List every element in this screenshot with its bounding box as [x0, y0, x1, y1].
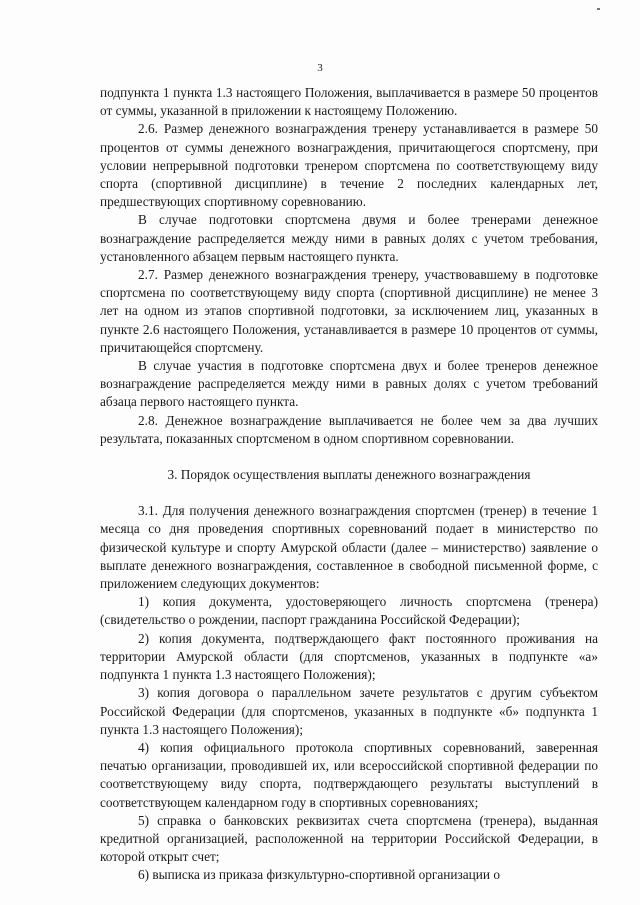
page-number: 3 — [317, 62, 323, 74]
scan-mark — [597, 8, 600, 10]
list-item: 1) копия документа, удостоверяющего личность спортсмена (тренера) (свидетельство о рождении, паспорт гражданина Российской Федерации); — [100, 594, 598, 628]
paragraph: В случае подготовки спортсмена двумя и более тренерами денежное вознаграждение распределяется между ними в равных долях с учетом требования, установленного абзацем первым настоящего пункта. — [100, 212, 598, 264]
paragraph: подпункта 1 пункта 1.3 настоящего Положения, выплачивается в размере 50 процентов от суммы, указанной в приложении к настоящему Положению. — [100, 85, 598, 119]
paragraph: 2.8. Денежное вознаграждение выплачивается не более чем за два лучших результата, показанных спортсменом в одном спортивном соревновании. — [100, 412, 598, 446]
list-item: 2) копия документа, подтверждающего факт постоянного проживания на территории Амурской области (для спортсменов, указанных в подпункте «а» подпункта 1 пункта 1.3 настоящего Положения); — [100, 630, 598, 683]
section-heading: 3. Порядок осуществления выплаты денежного вознаграждения — [167, 467, 531, 483]
paragraph: 3.1. Для получения денежного вознаграждения спортсмен (тренер) в течение 1 месяца со дня проведения спортивных соревнований подает в министерство по физической культуре и спорту Амурской области (далее – министерство) заявление о выплате денежного вознаграждения, составленное в свободной письменной форме, с приложением следующих документов: — [100, 503, 598, 592]
list-item: 4) копия официального протокола спортивных соревнований, заверенная печатью организации, проводившей их, или всероссийской спортивной федерации по соответствующему виду спорта, подтверждающего результаты выступлений в соответствующем календарном году в спортивных соревнованиях; — [100, 739, 598, 810]
document-body — [100, 84, 598, 885]
list-item: 3) копия договора о параллельном зачете результатов с другим субъектом Российской Федерации (для спортсменов, указанных в подпункте «б» подпункта 1 пункта 1.3 настоящего Положения); — [100, 685, 598, 737]
paragraph: 2.7. Размер денежного вознаграждения тренеру, участвовавшему в подготовке спортсмена по соответствующему виду спорта (спортивной дисциплине) не менее 3 лет на одном из этапов спортивной подготовки, за исключением лиц, указанных в пункте 2.6 настоящего Положения, устанавливается в размере 10 процентов от суммы, причитающейся спортсмену. — [100, 267, 598, 355]
paragraph: 2.6. Размер денежного вознаграждения тренеру устанавливается в размере 50 процентов от суммы денежного вознаграждения, причитающегося спортсмену, при условии непрерывной подготовки тренером спортсмена по соответствующему виду спорта (спортивной дисциплине) в течение 2 последних календарных лет, предшествующих спортивному соревнованию. — [100, 121, 598, 210]
list-item: 5) справка о банковских реквизитах счета спортсмена (тренера), выданная кредитной организацией, расположенной на территории Российской Федерации, в которой открыт счет; — [100, 812, 598, 865]
list-item: 6) выписка из приказа физкультурно-спортивной организации о — [138, 867, 500, 883]
paragraph: В случае участия в подготовке спортсмена двух и более тренеров денежное вознаграждение распределяется между ними в равных долях с учетом требований абзаца первого настоящего пункта. — [100, 358, 598, 410]
